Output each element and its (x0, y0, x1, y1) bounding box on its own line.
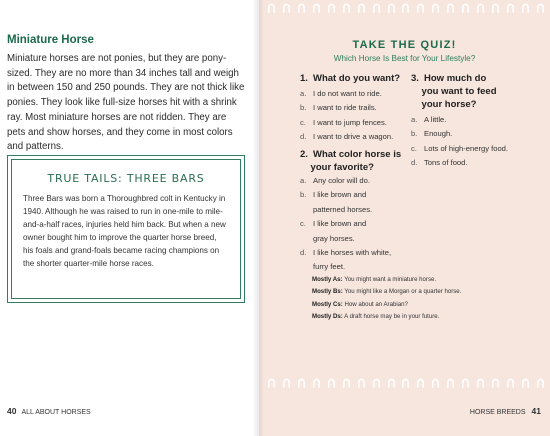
answer-text: A draft horse may be in your future. (344, 312, 440, 320)
option-text: Tons of food. (424, 158, 468, 168)
answer-line (312, 311, 461, 323)
horseshoe-icon (372, 3, 381, 13)
question-1-options (300, 87, 393, 145)
horseshoe-border-bottom (262, 378, 550, 388)
answer-key-label: Mostly Ds: (312, 312, 343, 320)
option-text: Enough. (424, 129, 453, 139)
option-text: I like horses with white, furry feet. (313, 248, 392, 272)
horseshoe-icon (297, 378, 306, 388)
option (300, 217, 391, 246)
option-letter: a. (300, 176, 307, 185)
horseshoe-border-top (262, 3, 550, 13)
question-number: 1. (300, 73, 308, 84)
horseshoe-icon (312, 378, 321, 388)
horseshoe-icon (357, 378, 366, 388)
horseshoe-icon (461, 378, 470, 388)
option-letter: a. (411, 115, 418, 124)
answer-key-label: Mostly Cs: (312, 300, 343, 308)
option-text: I want to ride trails. (313, 103, 377, 113)
option (411, 142, 508, 156)
horseshoe-icon (401, 3, 410, 13)
horseshoe-icon (446, 378, 455, 388)
option (411, 127, 508, 141)
option-letter: a. (300, 89, 307, 98)
answer-text: How about an Arabian? (344, 300, 408, 308)
answer-text: You might want a miniature horse. (344, 276, 437, 283)
horseshoe-icon (372, 378, 381, 388)
left-footer (7, 406, 91, 416)
horseshoe-icon (297, 3, 306, 13)
question-text: What do you want? (313, 73, 401, 84)
option-text: A little. (424, 115, 447, 124)
left-footer-section: ALL ABOUT HORSES (21, 409, 91, 416)
body-paragraph: Miniature horses are not ponies, but they are pony-sized. They are no more than 34 inches tall and weigh in between 150 and 250 pounds. They are not thick like ponies. They look like full-size horses hit with a shrink ray. Most miniature horses are not ridden. They are pets and show horses, and they come in most colors and patterns. (7, 53, 245, 153)
answer-line (312, 286, 461, 298)
option-text: I want to jump fences. (313, 117, 387, 127)
quiz-subtitle: Which Horse Is Best for Your Lifestyle? (333, 54, 476, 63)
option (300, 246, 391, 275)
horseshoe-icon (327, 378, 336, 388)
horseshoe-icon (342, 3, 351, 13)
option-letter: c. (300, 219, 306, 229)
horseshoe-icon (521, 3, 530, 13)
question-3: 3. How much do you want to feed your horse? (411, 73, 497, 110)
horseshoe-icon (446, 3, 455, 13)
horseshoe-icon (431, 378, 440, 388)
horseshoe-icon (327, 3, 336, 13)
right-footer (470, 406, 541, 416)
quiz-title: TAKE THE QUIZ! (352, 39, 457, 51)
option-letter: c. (411, 143, 417, 153)
horseshoe-icon (461, 3, 470, 13)
option-text: I do not want to ride. (313, 89, 382, 98)
right-footer-section: HORSE BREEDS (469, 409, 526, 416)
option-letter: d. (300, 132, 307, 142)
option-letter: b. (300, 190, 307, 200)
option (300, 130, 393, 144)
option (300, 174, 391, 188)
horseshoe-icon (491, 378, 500, 388)
option-text: I want to drive a wagon. (313, 132, 394, 142)
horseshoe-icon (416, 378, 425, 388)
answer-line (312, 299, 461, 311)
horseshoe-icon (536, 378, 545, 388)
option (300, 188, 391, 217)
right-page-number: 41 (531, 406, 541, 416)
answer-key-label: Mostly As: (312, 276, 343, 283)
option (300, 87, 393, 101)
sidebar-title: TRUE TAILS: THREE BARS (47, 172, 205, 185)
option (300, 116, 393, 130)
option (300, 101, 393, 115)
section-heading: Miniature Horse (7, 34, 94, 46)
horseshoe-icon (401, 378, 410, 388)
question-2: 2. What color horse is your favorite? (300, 149, 402, 173)
option-text: Lots of high-energy food. (424, 143, 509, 153)
option-text: I like brown and patterned horses. (313, 190, 373, 214)
answer-key (312, 274, 461, 323)
question-3-options (411, 113, 508, 171)
horseshoe-icon (476, 378, 485, 388)
answer-line (312, 274, 461, 286)
question-2-options (300, 174, 391, 275)
option (411, 156, 508, 170)
horseshoe-icon (282, 378, 291, 388)
horseshoe-icon (521, 378, 530, 388)
horseshoe-icon (342, 378, 351, 388)
horseshoe-icon (431, 3, 440, 13)
horseshoe-icon (476, 3, 485, 13)
answer-text: You might like a Morgan or a quarter horse. (344, 288, 462, 296)
horseshoe-icon (387, 3, 396, 13)
answer-key-label: Mostly Bs: (312, 288, 343, 296)
horseshoe-icon (536, 3, 545, 13)
option-letter: b. (300, 103, 307, 113)
horseshoe-icon (282, 3, 291, 13)
option-text: I like brown and gray horses. (313, 219, 367, 243)
question-number: 3. (411, 73, 419, 84)
horseshoe-icon (267, 3, 276, 13)
horseshoe-icon (312, 3, 321, 13)
horseshoe-icon (491, 3, 500, 13)
option-letter: c. (300, 117, 306, 127)
question-number: 2. (300, 149, 308, 160)
sidebar-inner-frame (11, 159, 241, 299)
sidebar-text: Three Bars was born a Thoroughbred colt in Kentucky in 1940. Although he was raised to run in one-mile to mile-and-a-half races, injuries held him back. But when a new owner bought him to improve the quarter horse breed, his foals and grand-foals became racing champions on the shorter quarter-mile horse races. (23, 194, 226, 268)
horseshoe-icon (357, 3, 366, 13)
horseshoe-icon (387, 378, 396, 388)
option-letter: b. (411, 129, 418, 139)
horseshoe-icon (416, 3, 425, 13)
book-gutter (252, 0, 264, 436)
horseshoe-icon (267, 378, 276, 388)
horseshoe-icon (506, 378, 515, 388)
horseshoe-icon (506, 3, 515, 13)
option-letter: d. (411, 158, 418, 168)
left-page-number: 40 (7, 406, 17, 416)
sidebar-box (7, 155, 245, 303)
question-1 (300, 72, 400, 85)
option (411, 113, 508, 127)
option-letter: d. (300, 248, 307, 258)
option-text: Any color will do. (313, 176, 370, 185)
